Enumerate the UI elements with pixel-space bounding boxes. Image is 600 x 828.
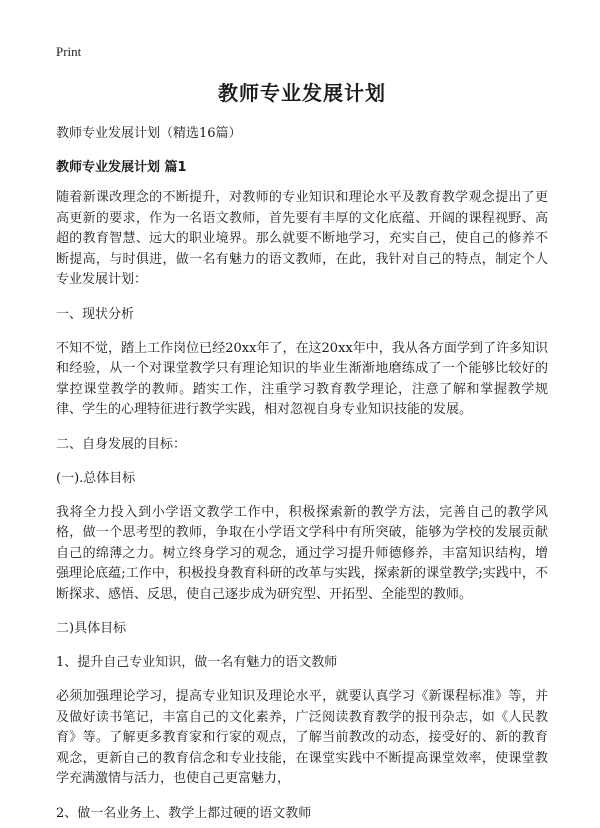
heading-item-2: 2、做一名业务上、教学上都过硬的语文教师 xyxy=(56,805,312,821)
heading-development-goals: 二、自身发展的目标： xyxy=(56,436,187,452)
document-subtitle: 教师专业发展计划（精选16篇） xyxy=(56,126,242,141)
intro-paragraph: 随着新课改理念的不断提升，对教师的专业知识和理论水平及教育教学观念提出了更高更新的要求，作为一名语文教师，首先要有丰厚的文化底蕴、开阔的课程视野、高超的教育智慧、远大的职业境界。那么就要不断地学习，充实自己，使自己的修养不断提高，与时俱进，做一名有魅力的语文教师，在此，我针对自己的特点，制定个人专业发展计划： xyxy=(56,190,548,287)
heading-status-analysis: 一、现状分析 xyxy=(56,306,135,322)
item-1-paragraph: 必须加强理论学习，提高专业知识及理论水平，就要认真学习《新课程标准》等，并及做好读书笔记，丰富自己的文化素养，广泛阅读教育教学的报刊杂志，如《人民教育》等。了解更多教育家和行家的观点，了解当前教改的动态，接受好的、新的教育观念，更新自己的教育信念和专业技能，在课堂实践中不断提高课堂效率，使课堂教学充满激情与活力，也使自己更富魅力， xyxy=(56,689,548,786)
document-title: 教师专业发展计划 xyxy=(218,81,386,105)
status-paragraph: 不知不觉，踏上工作岗位已经20xx年了，在这20xx年中，我从各方面学到了许多知识和经验，从一个对课堂教学只有理论知识的毕业生渐渐地磨练成了一个能够比较好的掌控课堂教学的教师。踏实工作，注重学习教育教学理论，注意了解和掌握教学规律、学生的心理特征进行教学实践，相对忽视自身专业知识技能的发展。 xyxy=(56,340,548,417)
overall-goal-paragraph: 我将全力投入到小学语文教学工作中，积极探索新的教学方法，完善自己的教学风格，做一个思考型的教师，争取在小学语文学科中有所突破，能够为学校的发展贡献自己的绵薄之力。树立终身学习的观念，通过学习提升师德修养，丰富知识结构，增强理论底蕴;工作中，积极投身教育科研的改革与实践，探索新的课堂教学;实践中，不断探求、感悟、反思，使自己逐步成为研究型、开拓型、全能型的教师。 xyxy=(56,504,548,602)
heading-item-1: 1、提升自己专业知识，做一名有魅力的语文教师 xyxy=(56,655,338,670)
heading-overall-goal: (一).总体目标 xyxy=(56,470,136,486)
print-label: Print xyxy=(56,44,82,59)
heading-specific-goals: 二)具体目标 xyxy=(56,621,127,636)
section-title: 教师专业发展计划 篇1 xyxy=(56,160,187,175)
